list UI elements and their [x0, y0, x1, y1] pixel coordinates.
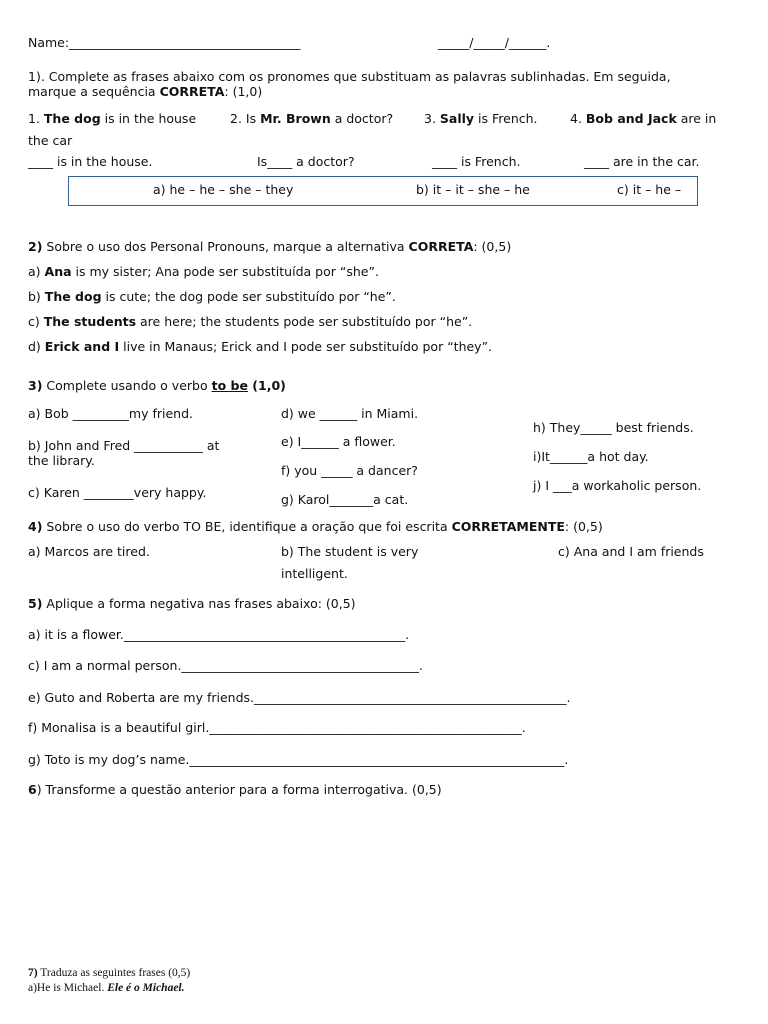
- q3-item-i: i)It______a hot day.: [533, 449, 649, 464]
- q2-option-a: a) Ana is my sister; Ana pode ser substituída por “she”.: [28, 264, 379, 279]
- q1-title-line2: marque a sequência CORRETA: (1,0): [28, 84, 263, 99]
- q4-option-c: c) Ana and I am friends: [558, 544, 704, 559]
- q5-title: 5) Aplique a forma negativa nas frases abaixo: (0,5): [28, 596, 356, 611]
- q5-item-f: f) Monalisa is a beautiful girl.__________________________________________________.: [28, 720, 526, 735]
- q3-item-b: b) John and Fred ___________ at: [28, 438, 220, 453]
- q4-option-b: b) The student is very: [281, 544, 419, 559]
- q1-blank-2: Is____ a doctor?: [257, 154, 355, 169]
- q1-blank-3: ____ is French.: [432, 154, 521, 169]
- q7-item-a: a)He is Michael. Ele é o Michael.: [28, 982, 185, 994]
- q1-item-4: 4. Bob and Jack are in: [570, 111, 717, 126]
- q1-title: 1). Complete as frases abaixo com os pronomes que substituam as palavras sublinhadas. Em seguida,: [28, 69, 671, 84]
- q1-option-c: c) it – he –: [617, 182, 682, 197]
- q1-blank-1: ____ is in the house.: [28, 154, 153, 169]
- q3-item-f: f) you _____ a dancer?: [281, 463, 418, 478]
- q3-item-c: c) Karen ________very happy.: [28, 485, 207, 500]
- q4-option-b-cont: intelligent.: [281, 566, 348, 581]
- q1-option-b: b) it – it – she – he: [416, 182, 530, 197]
- q3-item-d: d) we ______ in Miami.: [281, 406, 419, 421]
- q1-option-a: a) he – he – she – they: [153, 182, 294, 197]
- q2-title: 2) Sobre o uso dos Personal Pronouns, marque a alternativa CORRETA: (0,5): [28, 239, 512, 254]
- q4-option-a: a) Marcos are tired.: [28, 544, 150, 559]
- q2-option-d: d) Erick and I live in Manaus; Erick and I pode ser substituído por “they”.: [28, 339, 493, 354]
- q3-item-h: h) They_____ best friends.: [533, 420, 694, 435]
- q3-title: 3) Complete usando o verbo to be (1,0): [28, 378, 286, 393]
- q5-item-g: g) Toto is my dog’s name.____________________________________________________________.: [28, 752, 569, 767]
- q5-item-c: c) I am a normal person.______________________________________.: [28, 658, 423, 673]
- q3-item-g: g) Karol_______a cat.: [281, 492, 409, 507]
- q1-item-4-cont: the car: [28, 133, 73, 148]
- q1-item-3: 3. Sally is French.: [424, 111, 538, 126]
- q3-item-e: e) I______ a flower.: [281, 434, 396, 449]
- q1-item-1: 1. The dog is in the house: [28, 111, 197, 126]
- q1-item-2: 2. Is Mr. Brown a doctor?: [230, 111, 394, 126]
- name-field: Name:_____________________________________: [28, 35, 301, 50]
- q3-item-j: j) I ___a workaholic person.: [533, 478, 702, 493]
- q7-title: 7) Traduza as seguintes frases (0,5): [28, 967, 191, 979]
- q1-blank-4: ____ are in the car.: [584, 154, 700, 169]
- q4-title: 4) Sobre o uso do verbo TO BE, identifique a oração que foi escrita CORRETAMENTE: (0,5): [28, 519, 603, 534]
- q2-option-b: b) The dog is cute; the dog pode ser substituído por “he”.: [28, 289, 396, 304]
- q3-item-a: a) Bob _________my friend.: [28, 406, 193, 421]
- date-field: _____/_____/______.: [438, 35, 551, 50]
- q5-item-e: e) Guto and Roberta are my friends.__________________________________________________.: [28, 690, 571, 705]
- q2-option-c: c) The students are here; the students pode ser substituído por “he”.: [28, 314, 473, 329]
- q5-item-a: a) it is a flower._____________________________________________.: [28, 627, 410, 642]
- q6-title: 6) Transforme a questão anterior para a forma interrogativa. (0,5): [28, 782, 442, 797]
- q3-item-b-cont: the library.: [28, 453, 95, 468]
